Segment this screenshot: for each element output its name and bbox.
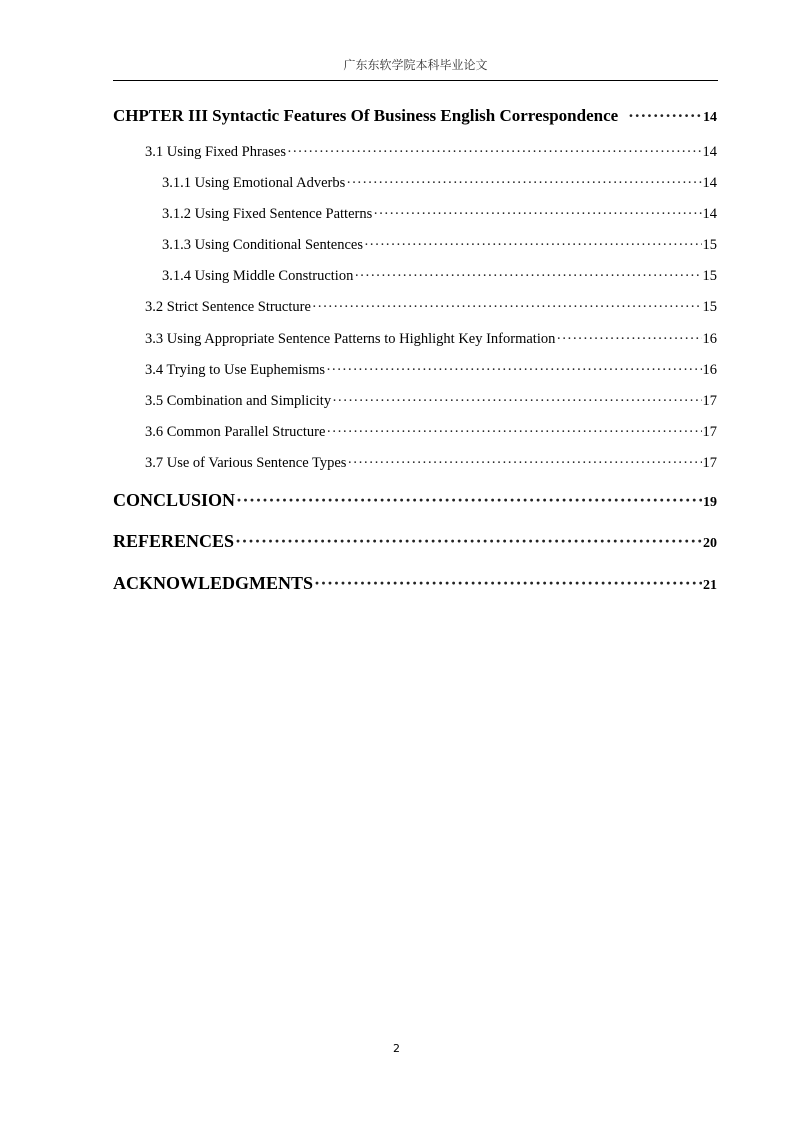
toc-entry-3-4[interactable]	[145, 362, 717, 379]
toc-leader-dots	[628, 106, 702, 126]
toc-entry-title: REFERENCES	[113, 531, 235, 551]
toc-page-number: 14	[703, 110, 717, 125]
toc-entry-title: CONCLUSION	[113, 490, 236, 510]
toc-entry-title: CHPTER III Syntactic Features Of Business English Correspondence	[113, 106, 619, 125]
toc-page-number: 17	[702, 393, 717, 409]
toc-leader-dots	[326, 362, 701, 379]
toc-entry-3-1[interactable]	[145, 144, 717, 161]
toc-page-number: 19	[703, 495, 717, 510]
toc-entry-acknowledgments[interactable]	[113, 573, 717, 594]
toc-entry-3-2[interactable]	[145, 299, 717, 316]
toc-entry-title: 3.1.3 Using Conditional Sentences	[162, 237, 363, 253]
toc-leader-dots	[287, 144, 702, 161]
toc-entry-title: 3.3 Using Appropriate Sentence Patterns to Highlight Key Information	[145, 331, 556, 347]
toc-page-number: 16	[702, 331, 717, 347]
toc-entry-conclusion[interactable]	[113, 490, 717, 511]
toc-leader-dots	[326, 424, 701, 441]
toc-entry-3-5[interactable]	[145, 393, 717, 410]
toc-entry-title: 3.1.2 Using Fixed Sentence Patterns	[162, 206, 373, 222]
toc-entry-title: 3.2 Strict Sentence Structure	[145, 299, 311, 315]
toc-leader-dots	[364, 237, 702, 254]
toc-entry-title: 3.5 Combination and Simplicity	[145, 393, 332, 409]
toc-page-number: 15	[702, 299, 717, 315]
toc-leader-dots	[236, 490, 702, 511]
toc-entry-3-6[interactable]	[145, 424, 717, 441]
toc-leader-dots	[354, 268, 701, 285]
toc-leader-dots	[314, 573, 702, 594]
toc-page-number: 21	[703, 578, 717, 593]
toc-entry-title: 3.1.4 Using Middle Construction	[162, 268, 354, 284]
toc-entry-3-1-1[interactable]	[162, 175, 717, 192]
toc-entry-title: 3.6 Common Parallel Structure	[145, 424, 326, 440]
toc-entry-3-1-2[interactable]	[162, 206, 717, 223]
toc-entry-title: 3.7 Use of Various Sentence Types	[145, 455, 347, 471]
toc-page-number: 14	[702, 144, 717, 160]
toc-entry-title: 3.1.1 Using Emotional Adverbs	[162, 175, 346, 191]
toc-page-number: 17	[702, 424, 717, 440]
toc-page-number: 16	[702, 362, 717, 378]
toc-entry-chapter-3[interactable]	[113, 106, 717, 126]
toc-leader-dots	[347, 455, 701, 472]
toc-leader-dots	[312, 299, 702, 316]
toc-page-number: 15	[702, 268, 717, 284]
toc-entry-title: 3.1 Using Fixed Phrases	[145, 144, 286, 160]
toc-leader-dots	[332, 393, 701, 410]
toc-page-number: 14	[702, 206, 717, 222]
toc-entry-3-1-4[interactable]	[162, 268, 717, 285]
toc-entry-references[interactable]	[113, 531, 717, 552]
toc-entry-3-3[interactable]	[145, 331, 717, 348]
toc-leader-dots	[373, 206, 701, 223]
toc-page-number: 17	[702, 455, 717, 471]
toc-leader-dots	[346, 175, 701, 192]
header-title: 广东东软学院本科毕业论文	[343, 58, 488, 72]
toc-leader-dots	[235, 531, 702, 552]
toc-entry-3-1-3[interactable]	[162, 237, 717, 254]
toc-entry-3-7[interactable]	[145, 455, 717, 472]
page-number: 2	[393, 1042, 400, 1055]
toc-page-number: 14	[702, 175, 717, 191]
toc-page-number: 15	[702, 237, 717, 253]
toc-entry-title: 3.4 Trying to Use Euphemisms	[145, 362, 326, 378]
header-rule	[113, 80, 718, 81]
toc-leader-dots	[556, 331, 701, 348]
toc-entry-title: ACKNOWLEDGMENTS	[113, 573, 314, 593]
toc-page-number: 20	[703, 536, 717, 551]
